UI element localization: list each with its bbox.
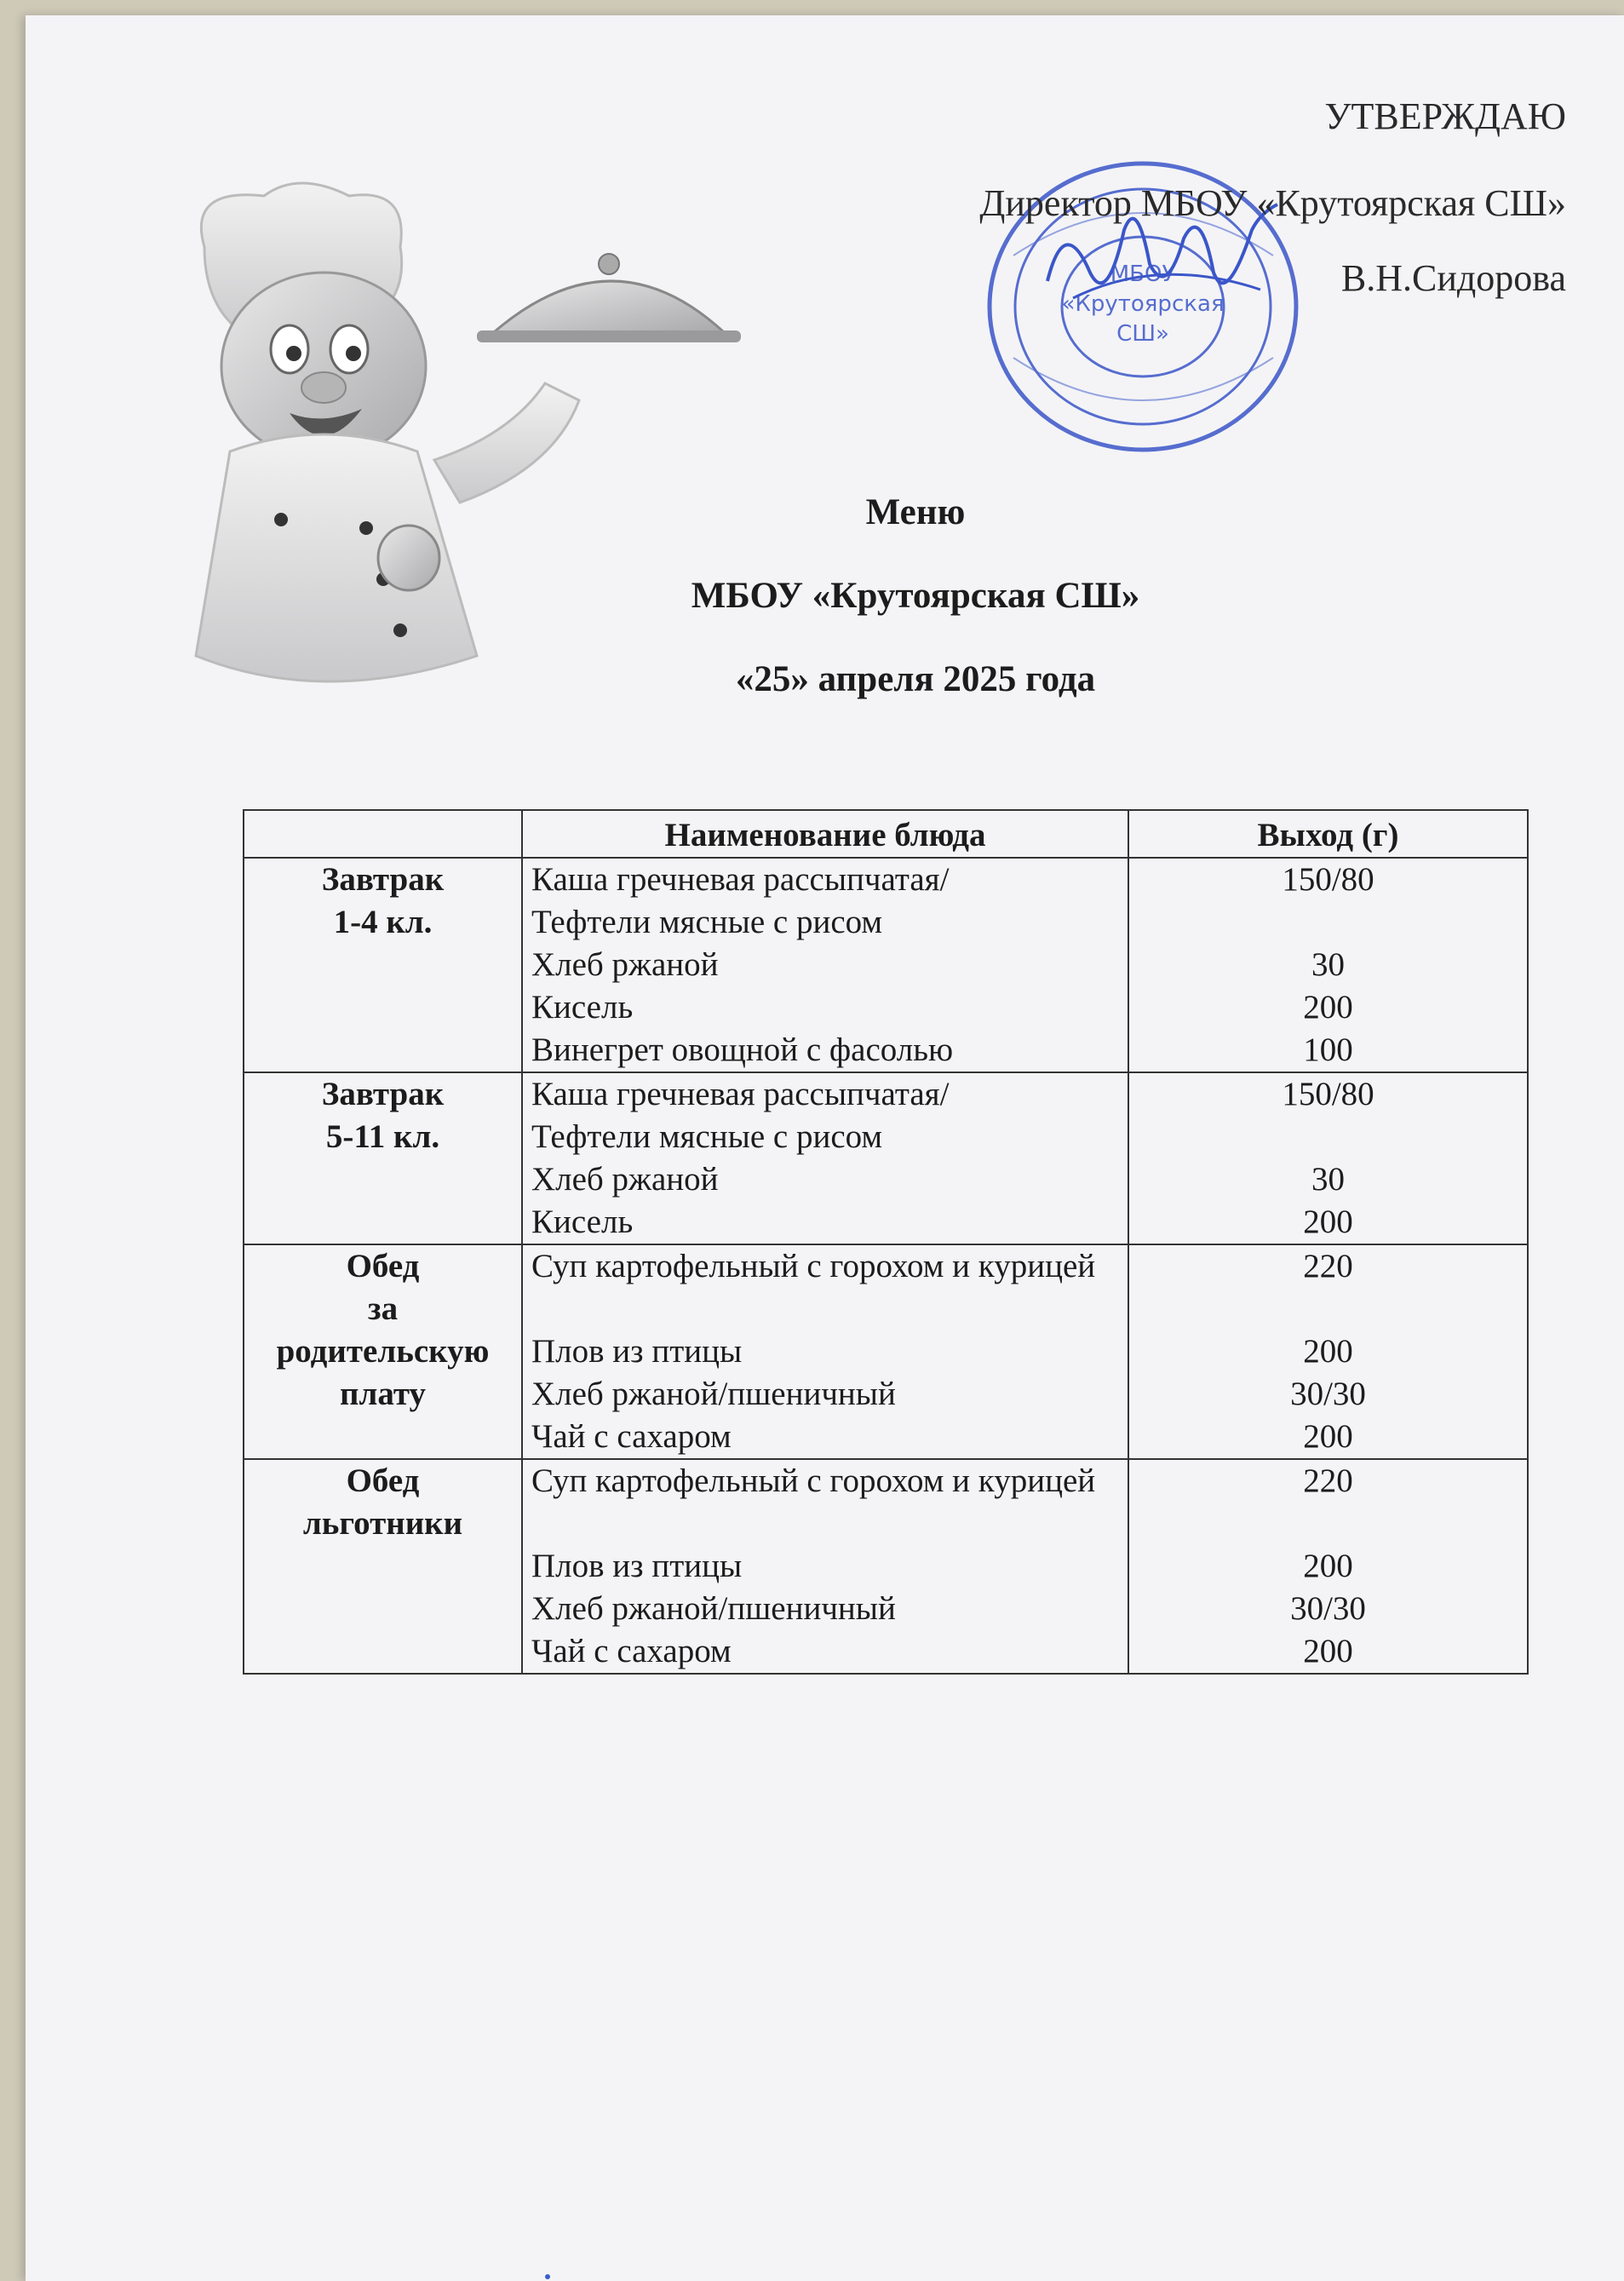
dish-item: Суп картофельный с горохом и курицей <box>531 1462 1096 1499</box>
header-dish: Наименование блюда <box>522 810 1128 858</box>
yield-cell <box>1128 1072 1528 1244</box>
meal-cell <box>244 858 522 1072</box>
approval-name: В.Н.Сидорова <box>1340 257 1566 299</box>
yield-value: 30/30 <box>1290 1376 1366 1412</box>
yield-value: 100 <box>1303 1031 1353 1068</box>
approval-title: УТВЕРЖДАЮ <box>1324 95 1566 137</box>
yield-value: 200 <box>1303 1333 1353 1370</box>
menu-table <box>243 809 1529 1675</box>
yield-cell <box>1128 858 1528 1072</box>
approval-block <box>979 95 1566 299</box>
yield-value: 30/30 <box>1290 1590 1366 1627</box>
meal-label: родительскую <box>276 1333 490 1370</box>
dish-item: Каша гречневая рассыпчатая/ <box>531 861 950 898</box>
dish-item: Тефтели мясные с рисом <box>531 904 883 940</box>
yield-value: 200 <box>1303 989 1353 1026</box>
heading-line-3: «25» апреля 2025 года <box>735 659 1096 699</box>
yield-value <box>1138 1116 1518 1158</box>
meal-cell <box>244 1459 522 1674</box>
table-row <box>244 1244 1528 1459</box>
dish-item: Кисель <box>531 1204 634 1240</box>
yield-value: 150/80 <box>1282 1076 1374 1112</box>
approval-position: Директор МБОУ «Крутоярская СШ» <box>979 182 1566 224</box>
meal-label: Завтрак <box>321 1076 445 1112</box>
yield-cell <box>1128 1244 1528 1459</box>
dish-item: Чай с сахаром <box>531 1418 732 1455</box>
header-meal <box>244 810 522 858</box>
dish-item: Плов из птицы <box>531 1333 743 1370</box>
dish-item: Тефтели мясные с рисом <box>531 1118 883 1155</box>
table-header-row <box>244 810 1528 858</box>
yield-value: 200 <box>1303 1418 1353 1455</box>
dish-item: Суп картофельный с горохом и курицей <box>531 1248 1096 1284</box>
dish-item: Плов из птицы <box>531 1548 743 1584</box>
stamp-line-1: МБОУ <box>1110 261 1176 287</box>
meal-label: 5-11 кл. <box>325 1118 440 1155</box>
meal-cell <box>244 1072 522 1244</box>
meal-label: плату <box>340 1376 426 1412</box>
meal-label: льготники <box>302 1505 463 1542</box>
stamp-line-3: СШ» <box>1116 321 1169 347</box>
dish-item: Хлеб ржаной/пшеничный <box>531 1590 896 1627</box>
ink-dot <box>545 2274 550 2279</box>
yield-value: 200 <box>1303 1548 1353 1584</box>
meal-label: Завтрак <box>321 861 445 898</box>
table-row <box>244 1459 1528 1674</box>
meal-label: за <box>367 1290 399 1327</box>
meal-label: Обед <box>346 1248 420 1284</box>
table-row <box>244 1072 1528 1244</box>
table-row <box>244 858 1528 1072</box>
menu-heading <box>0 494 1624 744</box>
meal-label: 1-4 кл. <box>333 904 433 940</box>
yield-value: 220 <box>1303 1462 1353 1499</box>
dish-cell <box>522 858 1128 1072</box>
dish-item: Каша гречневая рассыпчатая/ <box>531 1076 950 1112</box>
dish-item: Кисель <box>531 989 634 1026</box>
dish-item: Хлеб ржаной/пшеничный <box>531 1376 896 1412</box>
stamp-line-2: «Крутоярская <box>1061 291 1225 317</box>
yield-value: 30 <box>1311 1161 1345 1198</box>
yield-value: 150/80 <box>1282 861 1374 898</box>
yield-cell <box>1128 1459 1528 1674</box>
dish-item: Чай с сахаром <box>531 1633 732 1669</box>
dish-item: Хлеб ржаной <box>531 1161 719 1198</box>
yield-value: 200 <box>1303 1633 1353 1669</box>
dish-cell <box>522 1244 1128 1459</box>
meal-label: Обед <box>346 1462 420 1499</box>
dish-cell <box>522 1459 1128 1674</box>
dish-cell <box>522 1072 1128 1244</box>
header-yield: Выход (г) <box>1128 810 1528 858</box>
yield-value: 30 <box>1311 946 1345 983</box>
dish-item: Винегрет овощной с фасолью <box>531 1031 954 1068</box>
heading-line-1: Меню <box>865 492 966 532</box>
yield-value <box>1138 901 1518 944</box>
dish-item: Хлеб ржаной <box>531 946 719 983</box>
heading-line-2: МБОУ «Крутоярская СШ» <box>691 576 1140 616</box>
yield-value: 220 <box>1303 1248 1353 1284</box>
meal-cell <box>244 1244 522 1459</box>
yield-value: 200 <box>1303 1204 1353 1240</box>
